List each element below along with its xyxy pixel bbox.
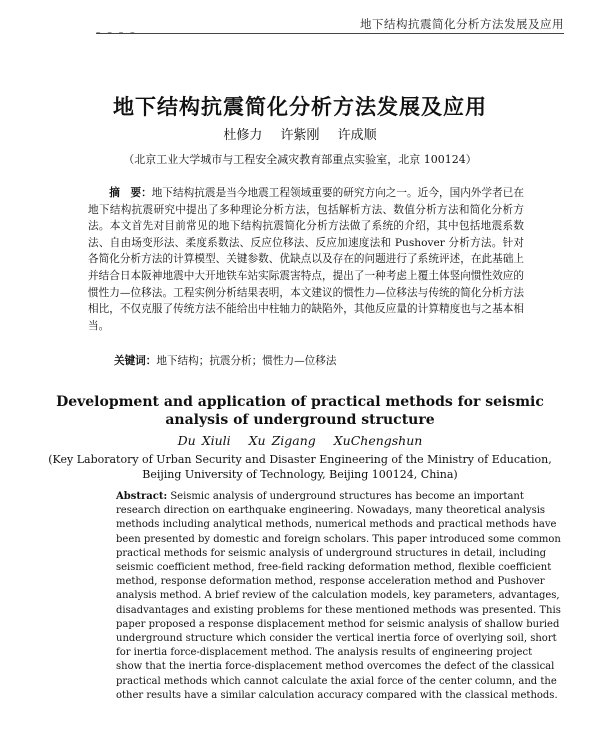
abstract-en-line: Abstract: Seismic analysis of underground structures has become an important (116, 491, 524, 502)
author-zh-3: 许成顺 (337, 128, 377, 143)
author-zh-2: 许紫刚 (280, 128, 320, 143)
affiliation-english (0, 452, 600, 482)
abstract-zh-text: 地下结构抗震是当今地震工程领域重要的研究方向之一。近今，国内外学者已在地下结构抗震研究中提出了多种理论分析方法，包括解析方法、数值分析方法和简化分析方法。本文首先对目前常见的地下结构抗震简化分析方法做了系统的介绍，其中包括地震系数法、自由场变形法、柔度系数法、反应位移法、反应加速度法和 Pushover 分析方法。针对各简化分析方法的计算模型、关键参数、优缺点以及存在的问题进行了系统评述，在此基础上并结合日本阪神地震中大开地铁车站实际震害特点，提出了一种考虑上覆土体竖向惯性效应的惯性力—位移法。工程实例分析结果表明，本文建议的惯性力—位移法与传统的简化分析方法相比，不仅克服了传统方法不能给出中柱轴力的缺陷外，其他反应量的计算精度也与之基本相当。 (88, 187, 525, 332)
authors-chinese (0, 124, 600, 143)
keywords-zh-label: 关键词： (114, 355, 157, 367)
abstract-en-line: methods including analytical methods, numerical methods and practical methods have (116, 519, 557, 531)
abstract-english (116, 490, 561, 703)
abstract-en-line: disadvantages and existing problems for these mentioned methods was presented. This (116, 604, 561, 616)
header-rule (96, 33, 564, 34)
abstract-en-line: been presented by domestic and foreign scholars. This paper introduced some common (116, 533, 561, 545)
authors-english (0, 433, 600, 448)
abstract-en-line: show that the inertia force-displacement method overcomes the defect of the classical (116, 661, 555, 673)
keywords-zh-text: 地下结构；抗震分析；惯性力—位移法 (156, 355, 337, 367)
abstract-en-line: research direction on earthquake engineering. Nowadays, many theoretical analysis (116, 505, 546, 517)
affiliation-en-line-1: (Key Laboratory of Urban Security and Disaster Engineering of the Ministry of Education, (48, 453, 552, 466)
affiliation-chinese: （北京工业大学城市与工程安全减灾教育部重点实验室，北京 100124） (123, 153, 477, 166)
abstract-en-line: for inertia force-displacement method. The analysis results of engineering project (116, 647, 533, 659)
abstract-en-line: practical methods which cannot calculate the axial force of the center column, and the (116, 675, 557, 687)
abstract-en-line: practical methods for seismic analysis of underground structures in detail, including (116, 547, 547, 559)
abstract-en-line: method, response deformation method, response acceleration method and Pushover (116, 576, 545, 588)
author-en-1: Du Xiuli (177, 433, 231, 448)
running-head-title: 地下结构抗震简化分析方法发展及应用 (360, 17, 564, 31)
author-en-2: Xu Zigang (248, 433, 316, 448)
abstract-en-line: seismic coefficient method, free-field racking deformation method, flexible coefficient (116, 562, 552, 574)
abstract-en-line: analysis method. A brief review of the calculation models, key parameters, advantages, (116, 590, 560, 602)
title-english (0, 393, 600, 429)
abstract-en-line: other results have a similar calculation accuracy compared with the classical methods. (116, 689, 558, 701)
author-zh-1: 杜修力 (223, 128, 263, 143)
abstract-zh-label: 摘 要： (109, 187, 152, 199)
author-en-3: XuChengshun (333, 433, 423, 448)
title-chinese: 地下结构抗震简化分析方法发展及应用 (113, 95, 487, 119)
title-en-line-2: analysis of underground structure (165, 412, 435, 428)
title-en-line-1: Development and application of practical methods for seismic (56, 394, 544, 410)
abstract-en-line: paper proposed a response displacement method for seismic analysis of shallow buried (116, 618, 560, 630)
keywords-chinese (114, 353, 524, 368)
affiliation-en-line-2: Beijing University of Technology, Beijing 100124, China) (142, 468, 458, 481)
abstract-chinese (88, 185, 524, 334)
abstract-en-label: Abstract: (116, 491, 168, 502)
header-dashes: – – – – (96, 28, 137, 38)
abstract-en-line: underground structure which consider the vertical inertia force of overlying soil, short (116, 633, 557, 645)
